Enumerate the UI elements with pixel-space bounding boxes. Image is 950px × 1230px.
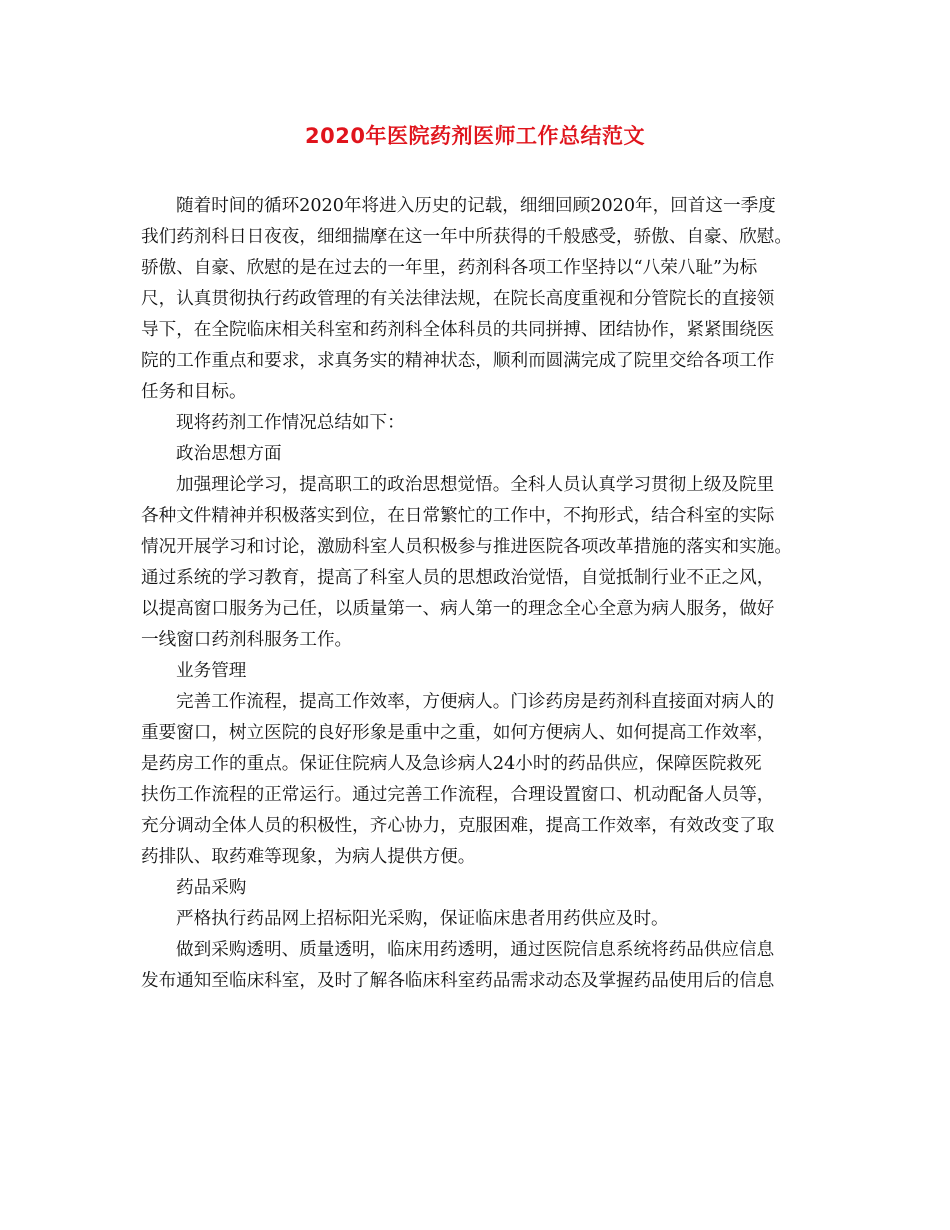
body-line: 通过系统的学习教育，提高了科室人员的思想政治觉悟，自觉抵制行业不正之风， — [141, 568, 775, 588]
body-line: 一线窗口药剂科服务工作。 — [141, 630, 353, 650]
body-line: 药排队、取药难等现象，为病人提供方便。 — [141, 847, 476, 867]
body-line: 情况开展学习和讨论，激励科室人员积极参与推进医院各项改革措施的落实和实施。 — [141, 537, 792, 557]
body-line: 政治思想方面 — [176, 444, 282, 464]
body-line: 我们药剂科日日夜夜，细细揣摩在这一年中所获得的千般感受，骄傲、自豪、欣慰。 — [141, 227, 792, 247]
body-line: 严格执行药品网上招标阳光采购，保证临床患者用药供应及时。 — [176, 909, 669, 929]
body-line: 现将药剂工作情况总结如下： — [176, 413, 405, 433]
body-line: 业务管理 — [176, 661, 247, 681]
body-line: 充分调动全体人员的积极性，齐心协力，克服困难，提高工作效率，有效改变了取 — [141, 816, 775, 836]
body-line: 加强理论学习，提高职工的政治思想觉悟。全科人员认真学习贯彻上级及院里 — [176, 475, 775, 495]
body-line: 药品采购 — [176, 878, 247, 898]
body-line: 完善工作流程，提高工作效率，方便病人。门诊药房是药剂科直接面对病人的 — [176, 692, 775, 712]
body-line: 骄傲、自豪、欣慰的是在过去的一年里，药剂科各项工作坚持以“八荣八耻”为标 — [141, 258, 758, 278]
body-line: 尺，认真贯彻执行药政管理的有关法律法规，在院长高度重视和分管院长的直接领 — [141, 289, 775, 309]
body-line: 各种文件精神并积极落实到位，在日常繁忙的工作中，不拘形式，结合科室的实际 — [141, 506, 775, 526]
body-line: 导下，在全院临床相关科室和药剂科全体科员的共同拼搏、团结协作，紧紧围绕医 — [141, 320, 775, 340]
body-line: 随着时间的循环2020年将进入历史的记载，细细回顾2020年，回首这一季度 — [176, 196, 776, 216]
body-line: 做到采购透明、质量透明，临床用药透明，通过医院信息系统将药品供应信息 — [176, 940, 775, 960]
document-title: 2020年医院药剂医师工作总结范文 — [305, 124, 645, 148]
body-line: 扶伤工作流程的正常运行。通过完善工作流程，合理设置窗口、机动配备人员等， — [141, 785, 775, 805]
body-line: 重要窗口，树立医院的良好形象是重中之重，如何方便病人、如何提高工作效率， — [141, 723, 775, 743]
body-line: 任务和目标。 — [141, 382, 247, 402]
body-line: 院的工作重点和要求，求真务实的精神状态，顺利而圆满完成了院里交给各项工作 — [141, 351, 775, 371]
document-body — [141, 191, 817, 997]
body-line: 是药房工作的重点。保证住院病人及急诊病人24小时的药品供应，保障医院救死 — [141, 754, 762, 774]
body-line: 以提高窗口服务为己任，以质量第一、病人第一的理念全心全意为病人服务，做好 — [141, 599, 775, 619]
body-line: 发布通知至临床科室，及时了解各临床科室药品需求动态及掌握药品使用后的信息 — [141, 971, 775, 991]
